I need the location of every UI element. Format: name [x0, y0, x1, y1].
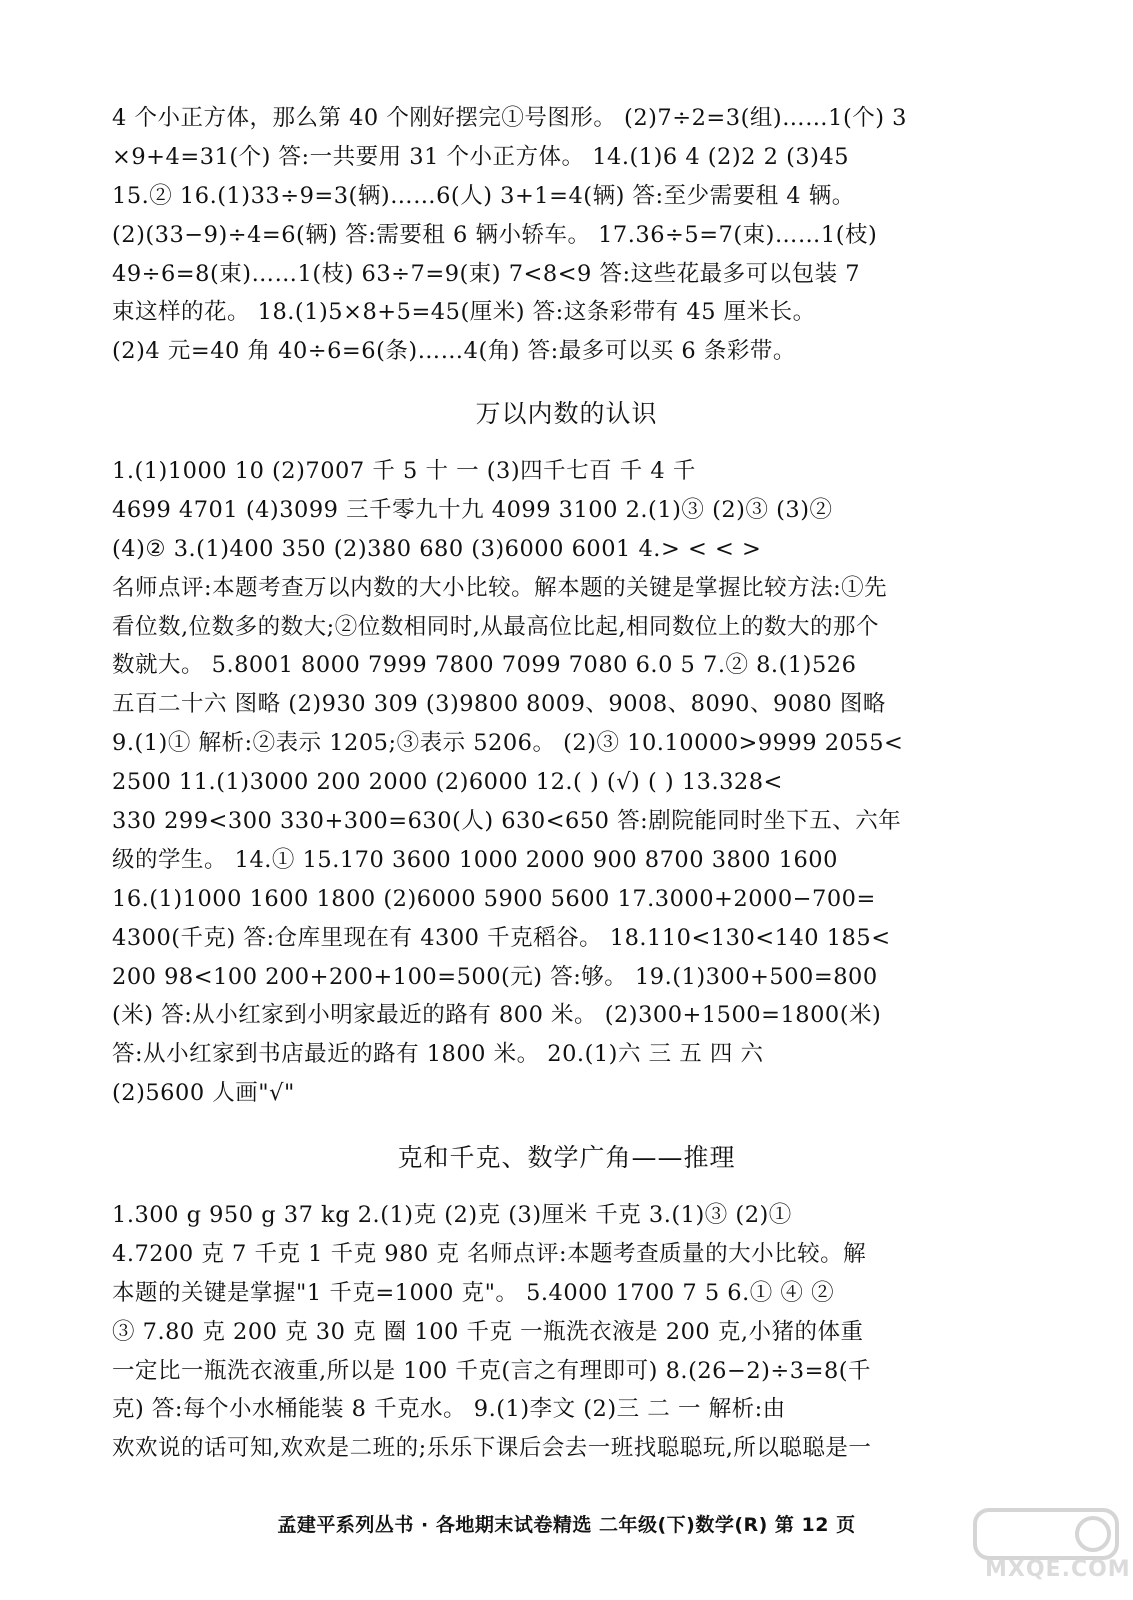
text-line: ③ 7.80 克 200 克 30 克 圈 100 千克 一瓶洗衣液是 200 克,小猪的体重 — [112, 1318, 864, 1345]
text-line: 1.(1)1000 10 (2)7007 千 5 十 一 (3)四千七百 千 4 千 — [112, 458, 696, 484]
text-line: (米) 答:从小红家到小明家最近的路有 800 米。 (2)300+1500=1800(米) — [112, 1002, 882, 1029]
text-line: (4)② 3.(1)400 350 (2)380 680 (3)6000 6001 4.> < < > — [112, 535, 762, 562]
text-line: 2500 11.(1)3000 200 2000 (2)6000 12.( ) (√) ( ) 13.328< — [112, 769, 783, 796]
section-heading-mass: 克和千克、数学广角——推理 — [397, 1143, 736, 1172]
section-continuation — [112, 99, 1017, 371]
watermark-badge-icon — [971, 1506, 1121, 1562]
text-line: 一定比一瓶洗衣液重,所以是 100 千克(言之有理即可) 8.(26−2)÷3=8(千 — [112, 1357, 872, 1384]
text-line: 看位数,位数多的数大;②位数相同时,从最高位比起,相同数位上的数大的那个 — [112, 613, 880, 640]
section-heading-numbers: 万以内数的认识 — [475, 399, 658, 428]
text-line: 名师点评:本题考查万以内数的大小比较。解本题的关键是掌握比较方法:①先 — [112, 574, 888, 601]
text-line: (2)5600 人画"√" — [112, 1080, 295, 1107]
text-line: 本题的关键是掌握"1 千克=1000 克"。 5.4000 1700 7 5 6.① ④ ② — [112, 1279, 835, 1306]
text-line: 级的学生。 14.① 15.170 3600 1000 2000 900 8700 3800 1600 — [112, 846, 838, 873]
text-line: (2)4 元=40 角 40÷6=6(条)……4(角) 答:最多可以买 6 条彩带。 — [112, 338, 796, 365]
text-line: 1.300 g 950 g 37 kg 2.(1)克 (2)克 (3)厘米 千克 3.(1)③ (2)① — [112, 1202, 792, 1228]
text-line: ×9+4=31(个) 答:一共要用 31 个小正方体。 14.(1)6 4 (2)2 2 (3)45 — [112, 143, 850, 170]
text-line: 答:从小红家到书店最近的路有 1800 米。 20.(1)六 三 五 四 六 — [112, 1041, 764, 1068]
text-line: (2)(33−9)÷4=6(辆) 答:需要租 6 辆小轿车。 17.36÷5=7(束)……1(枝) — [112, 221, 878, 248]
watermark-logo — [971, 1506, 1131, 1586]
text-line: 数就大。 5.8001 8000 7999 7800 7099 7080 6.0 5 7.② 8.(1)526 — [112, 652, 857, 679]
text-line: 克) 答:每个小水桶能装 8 千克水。 9.(1)李文 (2)三 二 一 解析:由 — [112, 1396, 786, 1423]
text-line: 束这样的花。 18.(1)5×8+5=45(厘米) 答:这条彩带有 45 厘米长。 — [112, 299, 816, 326]
text-line: 49÷6=8(束)……1(枝) 63÷7=9(束) 7<8<9 答:这些花最多可以包装 7 — [112, 260, 861, 287]
watermark-text: MXQE.COM — [985, 1557, 1131, 1582]
text-line: 五百二十六 图略 (2)930 309 (3)9800 8009、9008、8090、9080 图略 — [112, 691, 886, 718]
text-line: 4.7200 克 7 千克 1 千克 980 克 名师点评:本题考查质量的大小比较。解 — [112, 1240, 867, 1267]
text-line: 16.(1)1000 1600 1800 (2)6000 5900 5600 17.3000+2000−700= — [112, 885, 876, 912]
text-line: 4 个小正方体，那么第 40 个刚好摆完①号图形。 (2)7÷2=3(组)……1(个) 3 — [112, 105, 907, 131]
text-line: 330 299<300 330+300=630(人) 630<650 答:剧院能同时坐下五、六年 — [112, 808, 902, 835]
text-line: 9.(1)① 解析:②表示 1205;③表示 5206。 (2)③ 10.10000>9999 2055< — [112, 730, 904, 757]
text-line: 4300(千克) 答:仓库里现在有 4300 千克稻谷。 18.110<130<140 185< — [112, 924, 891, 951]
section-numbers-within-10000 — [112, 452, 1017, 1113]
text-line: 4699 4701 (4)3099 三千零九十九 4099 3100 2.(1)③ (2)③ (3)② — [112, 496, 833, 523]
text-line: 200 98<100 200+200+100=500(元) 答:够。 19.(1)300+500=800 — [112, 963, 878, 990]
text-line: 15.② 16.(1)33÷9=3(辆)……6(人) 3+1=4(辆) 答:至少需要租 4 辆。 — [112, 182, 855, 209]
text-line: 欢欢说的话可知,欢欢是二班的;乐乐下课后会去一班找聪聪玩,所以聪聪是一 — [112, 1435, 872, 1462]
page-footer: 孟建平系列丛书 · 各地期末试卷精选 二年级(下)数学(R) 第 12 页 — [277, 1514, 856, 1536]
section-grams-kilograms — [112, 1196, 1017, 1468]
